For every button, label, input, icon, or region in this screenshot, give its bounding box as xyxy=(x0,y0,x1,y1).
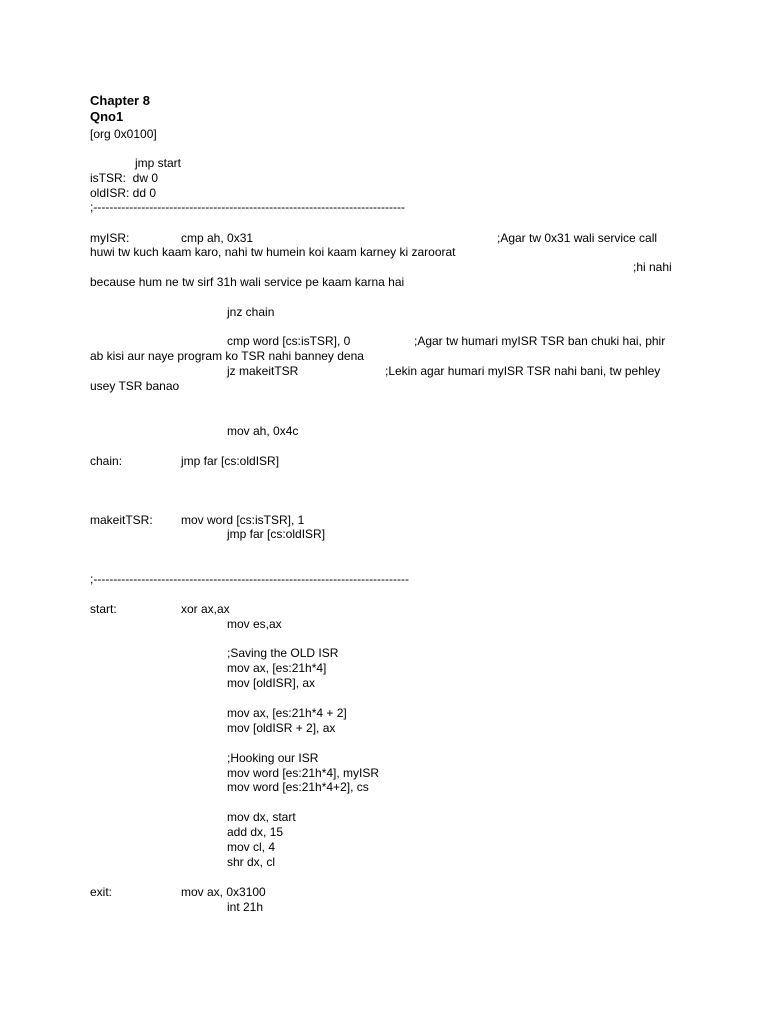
code-comment: ;Hooking our ISR xyxy=(227,751,319,765)
code-line: mov word [cs:isTSR], 1 xyxy=(181,513,305,527)
code-line: [org 0x0100] xyxy=(90,127,157,141)
code-line: cmp word [cs:isTSR], 0 xyxy=(227,334,351,348)
code-line: jmp start xyxy=(135,156,182,170)
code-line: jz makeitTSR xyxy=(227,364,299,378)
code-comment: because hum ne tw sirf 31h wali service pe kaam karna hai xyxy=(90,275,405,289)
code-line: mov [oldISR + 2], ax xyxy=(227,721,336,735)
code-line: mov word [es:21h*4], myISR xyxy=(227,766,380,780)
code-comment: ;Agar tw 0x31 wali service call xyxy=(497,231,658,245)
code-line: int 21h xyxy=(227,900,264,914)
code-line: jmp far [cs:oldISR] xyxy=(181,454,280,468)
code-comment: ab kisi aur naye program ko TSR nahi banney dena xyxy=(90,349,364,363)
code-line: mov dx, start xyxy=(227,810,296,824)
code-comment: usey TSR banao xyxy=(90,379,180,393)
code-comment: huwi tw kuch kaam karo, nahi tw humein koi kaam karney ki zaroorat xyxy=(90,245,456,259)
code-line: mov ah, 0x4c xyxy=(227,424,299,438)
code-line: mov [oldISR], ax xyxy=(227,676,316,690)
code-line: mov ax, 0x3100 xyxy=(181,885,266,899)
code-line: mov ax, [es:21h*4] xyxy=(227,661,327,675)
code-line: isTSR: dw 0 xyxy=(90,171,159,185)
code-label: start: xyxy=(90,602,117,616)
code-line: xor ax,ax xyxy=(181,602,230,616)
question-title: Qno1 xyxy=(90,109,124,124)
code-line: shr dx, cl xyxy=(227,855,276,869)
code-line: jnz chain xyxy=(227,305,275,319)
code-label: exit: xyxy=(90,885,113,899)
code-line: mov word [es:21h*4+2], cs xyxy=(227,780,369,794)
code-line: oldISR: dd 0 xyxy=(90,186,157,200)
divider-comment: ;------------------------------------------------------------------------------- xyxy=(90,572,410,586)
code-line: mov cl, 4 xyxy=(227,840,276,854)
code-line: jmp far [cs:oldISR] xyxy=(227,527,326,541)
code-comment: ;Agar tw humari myISR TSR ban chuki hai, phir xyxy=(414,334,666,348)
code-comment: ;hi nahi xyxy=(633,260,672,274)
code-comment: ;Saving the OLD ISR xyxy=(227,646,339,660)
code-comment: ;Lekin agar humari myISR TSR nahi bani, tw pehley xyxy=(385,364,661,378)
divider-comment: ;------------------------------------------------------------------------------ xyxy=(90,200,406,214)
code-line: mov ax, [es:21h*4 + 2] xyxy=(227,706,347,720)
code-line: mov es,ax xyxy=(227,617,282,631)
code-line: add dx, 15 xyxy=(227,825,284,839)
code-label: makeitTSR: xyxy=(90,513,153,527)
code-label: myISR: xyxy=(90,231,130,245)
code-label: chain: xyxy=(90,454,123,468)
chapter-title: Chapter 8 xyxy=(90,93,150,108)
code-line: cmp ah, 0x31 xyxy=(181,231,254,245)
